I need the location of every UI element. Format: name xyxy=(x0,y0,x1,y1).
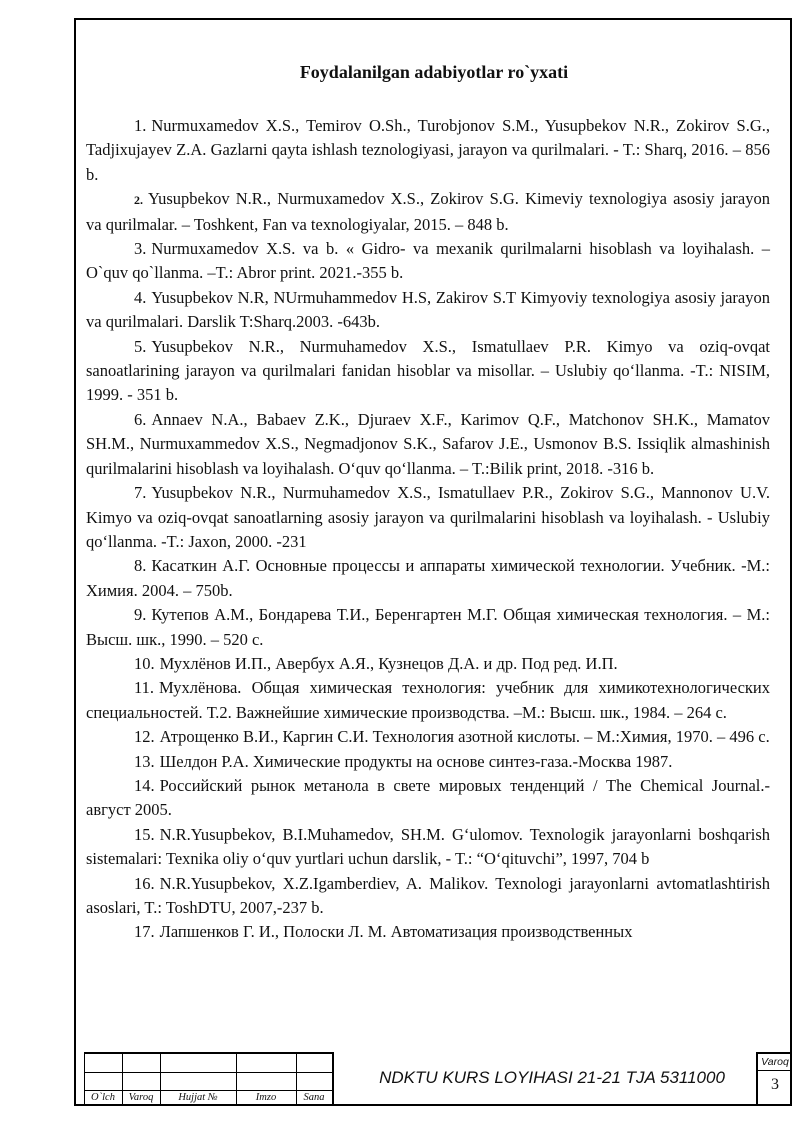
reference-item xyxy=(86,652,770,676)
sheet-divider xyxy=(758,1070,792,1071)
reference-number: 13. xyxy=(134,751,155,771)
reference-number: 4. xyxy=(134,287,147,307)
reference-item xyxy=(86,408,770,481)
reference-number: 12. xyxy=(134,727,155,747)
reference-number: 15. xyxy=(134,824,155,844)
stamp-label-imzo: Imzo xyxy=(255,1092,277,1103)
reference-item xyxy=(86,554,770,603)
reference-text: Annaev N.A., Babaev Z.K., Djuraev X.F., Karimov Q.F., Matchonov SH.K., Mamatov SH.M., Nurmuxammedov X.S., Negmadjonov S.K., Safarov J.E., Usmonov B.S. Issiqlik almashinish qurilmalarini hisoblash va loyihalash. O‘quv qo‘llanma. – T.:Bilik print, 2018. -316 b. xyxy=(86,409,770,478)
reference-item xyxy=(86,286,770,335)
sheet-number: 3 xyxy=(771,1076,779,1093)
reference-number: 8. xyxy=(134,556,147,576)
reference-number: 14. xyxy=(134,775,155,795)
reference-text: Nurmuxamedov X.S. va b. « Gidro- va mexanik qurilmalarni hisoblash va loyihalash. – O`quv qo`llanma. –T.: Abror print. 2021.-355 b. xyxy=(86,239,770,283)
reference-item xyxy=(86,187,770,237)
reference-text: N.R.Yusupbekov, B.I.Muhamedov, SH.M. G‘ulomov. Texnologik jarayonlarni boshqarish sistemalari: Texnika oliy o‘quv yurtlari uchun darslik, - T.: “O‘qituvchi”, 1997, 704 b xyxy=(86,824,770,869)
reference-item xyxy=(86,481,770,554)
title-block xyxy=(84,1052,792,1106)
reference-number: 3. xyxy=(134,239,147,259)
reference-number: 7. xyxy=(134,483,147,503)
reference-number: 5. xyxy=(134,336,147,356)
reference-text: Шелдон Р.А. Химические продукты на основе синтез-газа.-Москва 1987. xyxy=(159,751,673,771)
grid-line xyxy=(84,1072,332,1073)
reference-text: Yusupbekov N.R, NUrmuhammedov H.S, Zakirov S.T Kimyoviy texnologiya asosiy jarayon va qurilmalari. Darslik T:Sharq.2003. -643b. xyxy=(86,287,770,332)
sheet-box xyxy=(756,1052,792,1106)
reference-number: 9. xyxy=(134,605,147,625)
reference-text: Мухлёнов И.П., Авербух А.Я., Кузнецов Д.А. и др. Под ред. И.П. xyxy=(159,653,618,673)
stamp-label-olch: O`lch xyxy=(91,1092,115,1103)
reference-text: Nurmuxamedov X.S., Temirov O.Sh., Turobjonov S.M., Yusupbekov N.R., Zokirov S.G., Tadjixujayev Z.A. Gazlarni qayta ishlash teznologiyasi, jarayon va qurilmalari. - T.: Sharq, 2016. – 856 b. xyxy=(86,116,770,184)
page-title: Foydalanilgan adabiyotlar ro`yxati xyxy=(299,62,569,82)
reference-text: Мухлёнова. Общая химическая технология: учебник для химикотехнологических специальностей. Т.2. Важнейшие химические производства. –М.: Высш. шк., 1984. – 264 с. xyxy=(86,678,770,722)
reference-item xyxy=(86,920,770,944)
grid-line xyxy=(84,1090,332,1091)
reference-list xyxy=(86,114,770,945)
stamp-label-varoq: Varoq xyxy=(128,1092,154,1103)
reference-number: 2. xyxy=(134,193,143,208)
reference-text: Лапшенков Г. И., Полоски Л. М. Автоматизация производственных xyxy=(159,922,633,942)
signature-grid xyxy=(84,1052,334,1106)
reference-number: 11. xyxy=(134,678,155,698)
reference-number: 6. xyxy=(134,409,147,429)
document-title: NDKTU KURS LOYIHASI 21-21 TJA 5311000 xyxy=(379,1068,725,1087)
reference-text: Касаткин А.Г. Основные процессы и аппараты химической технологии. Учебник. -М.: Химия. 2004. – 750b. xyxy=(86,556,770,600)
reference-number: 10. xyxy=(134,653,155,673)
reference-text: Кутепов А.М., Бондарева Т.И., Беренгартен М.Г. Общая химическая технология. – М.: Высш. шк., 1990. – 520 с. xyxy=(86,605,770,649)
reference-text: Российский рынок метанола в свете мировых тенденций / The Chemical Journal.-август 2005. xyxy=(86,775,770,820)
reference-item xyxy=(86,603,770,652)
reference-number: 1. xyxy=(134,116,147,135)
reference-item xyxy=(86,725,770,749)
reference-text: Yusupbekov N.R., Nurmuhamedov X.S., Ismatullaev P.R. Kimyo va oziq-ovqat sanoatlarining jarayon va qurilmalari fanidan hisoblar va misollar. – Uslubiy qo‘llanma. -T.: NISIM, 1999. - 351 b. xyxy=(86,336,770,405)
stamp-label-hujjat: Hujjat № xyxy=(178,1092,218,1103)
reference-item xyxy=(86,774,770,823)
reference-text: Yusupbekov N.R., Nurmuhamedov X.S., Ismatullaev P.R., Zokirov S.G., Mannonov U.V. Kimyo va oziq-ovqat sanoatlarning asosiy jarayon va qurilmalarini hisoblash va loyihalash. - Uslubiy qo‘llanma. -T.: Jaxon, 2000. -231 xyxy=(86,483,770,551)
reference-item xyxy=(86,335,770,408)
reference-item xyxy=(86,237,770,286)
reference-item xyxy=(86,114,770,187)
reference-item xyxy=(86,676,770,725)
stamp-label-sana: Sana xyxy=(303,1092,325,1103)
reference-item xyxy=(86,872,770,921)
reference-text: Yusupbekov N.R., Nurmuxamedov X.S., Zokirov S.G. Kimeviy texnologiya asosiy jarayon va qurilmalar. – Toshkent, Fan va texnologiyalar, 2015. – 848 b. xyxy=(86,189,770,234)
reference-text: N.R.Yusupbekov, X.Z.Igamberdiev, A. Malikov. Texnologi jarayonlarni avtomatlashtirish asoslari, T.: ToshDTU, 2007,-237 b. xyxy=(86,873,770,917)
reference-text: Атрощенко В.И., Каргин С.И. Технология азотной кислоты. – М.:Химия, 1970. – 496 с. xyxy=(159,727,770,747)
reference-item xyxy=(86,823,770,872)
reference-number: 16. xyxy=(134,873,155,893)
reference-item xyxy=(86,750,770,774)
sheet-label: Varoq xyxy=(761,1056,789,1068)
reference-number: 17. xyxy=(134,922,155,942)
